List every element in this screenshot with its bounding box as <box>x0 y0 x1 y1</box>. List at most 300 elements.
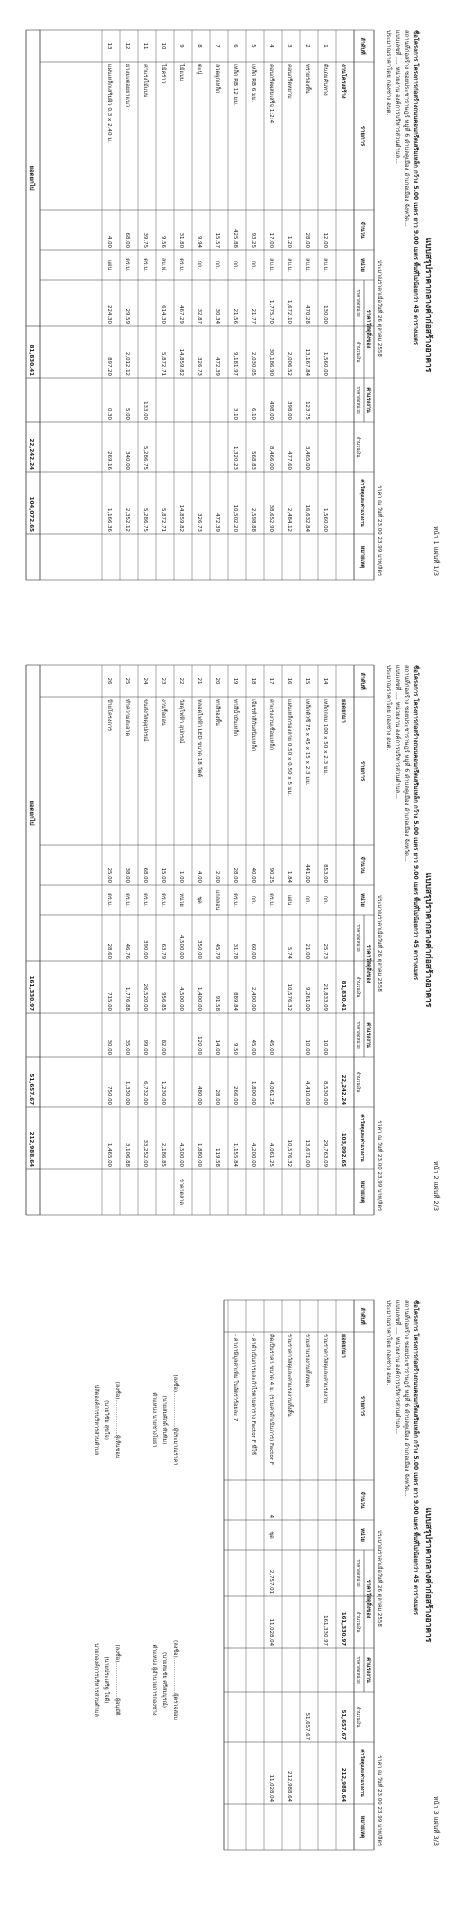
cell-item: ค่าแรงไม้แบบ <box>142 64 148 98</box>
project-header-line: ประมาณราคาโดย กองช่าง อบต. <box>385 30 392 116</box>
cell-ma: 4,500.00 <box>178 986 184 1011</box>
cell-ma: 897.20 <box>106 357 112 376</box>
cell-no: 25 <box>124 677 130 685</box>
cell-item: รวมราคาวัสดุและค่าแรงงาน <box>322 1334 328 1404</box>
cell-total: 2,484.12 <box>286 507 292 532</box>
cell-ma: 10,576.32 <box>286 983 292 1011</box>
cell-mu: 467.29 <box>178 305 184 324</box>
cell-ma: 1,776.88 <box>124 986 130 1011</box>
project-header-line: แบบเลขที่ .... หน่วยงาน องค์การบริหารส่วนตำบล... <box>394 665 401 799</box>
cell-no: 24 <box>142 677 148 685</box>
cell-no: 5 <box>250 44 256 48</box>
cell-total: 3,106.88 <box>124 1142 130 1167</box>
cell-la: 1,320.23 <box>232 445 238 470</box>
project-header-line: สถานที่ก่อสร้าง ซอยประชาราษฎร์ หมู่ที่ 6 ตำบลคูเมือง อำเภอเมือง จังหวัด... <box>403 665 410 862</box>
cell-no: 7 <box>214 44 220 48</box>
cell-mu: 28.60 <box>106 943 112 959</box>
cell-no: 1 <box>322 44 328 48</box>
cell-lu: 120.00 <box>196 1036 202 1055</box>
cell-item: - ค่าภาษีมูลค่าเพิ่ม ในอัตราร้อยละ 7 <box>232 1334 238 1422</box>
header-no: ลำดับที่ <box>359 672 365 690</box>
project-header-line: สถานที่ก่อสร้าง ซอยประชาราษฎร์ หมู่ที่ 6 ตำบลคูเมือง อำเภอเมือง จังหวัด... <box>403 1300 410 1497</box>
cell-ma: 1,400.00 <box>196 986 202 1011</box>
cell-total: 103,092.65 <box>340 1132 346 1167</box>
cell-item: เหล็ก RB 6 มม. <box>250 64 256 103</box>
cell-no: 18 <box>250 677 256 685</box>
cell-unit: ตร.ม. <box>232 893 238 907</box>
cell-item: รวมราคาวัสดุและค่าแรงงานทั้งสิ้น <box>286 1334 292 1417</box>
signature-name: (นายประเสริฐ ใจดี) <box>103 1656 109 1704</box>
cell-unit: แผ่น <box>286 894 292 906</box>
cell-la: 1,800.00 <box>250 1080 256 1105</box>
cell-total: 5,872.71 <box>160 507 166 532</box>
project-header-line: ประมาณราคาโดย กองช่าง อบต. <box>385 665 392 751</box>
cell-qty: 15.57 <box>214 232 220 248</box>
cell-la: 22,242.24 <box>340 1074 346 1105</box>
cell-total: 1,155.84 <box>232 1142 238 1167</box>
header-material: ราคาวัสดุสิ่งของ <box>365 1579 371 1619</box>
cell-total: 5,286.75 <box>142 507 148 532</box>
cell-qty: 12.00 <box>322 232 328 248</box>
cell-lu: 123.75 <box>304 401 310 420</box>
signature-line: (ลงชื่อ)....................ผู้อนุมัติ <box>114 1644 120 1716</box>
cell-la: 1,330.00 <box>124 1080 130 1105</box>
cell-mu: 21.00 <box>304 943 310 959</box>
cell-item: ค่าแรงงานเชื่อมเหล็ก <box>268 699 274 751</box>
price-note: ราคา ณ วันที่ 23.00 23.99 บาท/ลิตร <box>376 1755 382 1846</box>
cell-item: เหล็กกลม 100 x 50 x 2.3 มม. <box>322 699 328 776</box>
cell-mu: 32.87 <box>196 308 202 324</box>
cell-ma: 326.73 <box>196 357 202 376</box>
price-note: ราคา ณ วันที่ 23.00 23.99 บาท/ลิตร <box>376 485 382 576</box>
sheet-page-2 <box>0 645 450 1245</box>
cell-unit: ลบ.ม. <box>286 258 292 272</box>
signature-role: นายกองค์การบริหารส่วนตำบล <box>93 1643 99 1717</box>
cell-unit: กก. <box>214 260 220 270</box>
project-header-line: แบบเลขที่ .... หน่วยงาน องค์การบริหารส่วนตำบล... <box>394 1300 401 1434</box>
project-header-line: ประมาณราคาโดย กองช่าง อบต. <box>385 1300 392 1386</box>
cell-qty: 9.94 <box>196 235 202 248</box>
cell-total: 1,166.36 <box>106 507 112 532</box>
cell-qty: 68.00 <box>124 232 130 248</box>
cell-mu: 1,672.10 <box>286 299 292 324</box>
cell-mu: 63.79 <box>160 943 166 959</box>
cell-unit: กก. <box>304 895 310 905</box>
cell-qty: 4.00 <box>106 235 112 248</box>
cell-ma: 21,833.09 <box>322 983 328 1011</box>
cell-lu: 3.10 <box>232 407 238 420</box>
cell-lu: 0.30 <box>106 407 112 420</box>
cell-lu: 10.00 <box>304 1039 310 1055</box>
header-total: ค่าวัสดุและค่าแรงงาน <box>359 479 365 527</box>
cell-qty: 68.00 <box>142 867 148 883</box>
cell-ma: 14,859.82 <box>178 348 184 376</box>
sum-material: 81,830.41 <box>28 344 34 376</box>
page-number: หน้า 1 แผ่นที่ 1/3 <box>432 526 440 576</box>
cell-ma: 2,400.00 <box>250 986 256 1011</box>
cell-la: 8,466.00 <box>268 445 274 470</box>
cell-mu: 45.79 <box>214 943 220 959</box>
cell-lu: 9.50 <box>232 1042 238 1055</box>
cell-item: งานรื้อถอน <box>160 699 166 726</box>
signature-role: ปลัดองค์การบริหารส่วนตำบล <box>93 1384 99 1456</box>
header-lab-amt: จำนวนเงิน <box>355 1071 360 1093</box>
project-header-line: ชื่อโครงการ โครงการก่อสร้างถนนคอนกรีตเสริมเหล็ก กว้าง 5.00 เมตร ยาว 9.00 เมตร พื้นที่ไม่น้อยกว่า 45 ตารางเมตร <box>412 665 419 980</box>
cell-ma: 2,012.12 <box>124 351 130 376</box>
sum-labor: 22,242.24 <box>28 438 34 470</box>
sheet-page-1-svg <box>0 10 450 610</box>
header-item: รายการ <box>359 1395 366 1417</box>
cell-ma: 2,006.52 <box>286 351 292 376</box>
cell-item: ลวดผูกเหล็ก <box>214 64 220 94</box>
cell-item: - ค่าดำเนินการและกำไรตามตาราง Factor F ที่ใช้ <box>250 1334 256 1455</box>
cell-mu: 470.28 <box>304 305 310 324</box>
cell-qty: 9.56 <box>160 235 166 248</box>
cell-unit: ลบ.ม. <box>322 258 328 272</box>
project-header-line: ชื่อโครงการ โครงการก่อสร้างถนนคอนกรีตเสริมเหล็ก กว้าง 5.00 เมตร ยาว 9.00 เมตร พื้นที่ไม่น้อยกว่า 45 ตารางเมตร <box>412 1300 419 1615</box>
cell-mu: 21.77 <box>250 308 256 324</box>
cell-ma: 13,167.84 <box>304 348 310 376</box>
cell-la: 5,286.75 <box>142 445 148 470</box>
cell-item: ทำความสะอาด <box>124 699 130 737</box>
cell-qty: 853.00 <box>322 864 328 883</box>
cell-no: 22 <box>178 677 184 685</box>
cell-unit: ลบ.ม. <box>268 258 274 272</box>
cell-lu: 133.00 <box>142 401 148 420</box>
cell-total: 212,988.64 <box>286 1771 292 1802</box>
cell-mu: 5.74 <box>286 946 292 959</box>
header-qty: จำนวน <box>359 221 365 239</box>
cell-unit: กก. <box>250 260 256 270</box>
cell-la: 266.00 <box>232 1086 238 1105</box>
cell-la: 477.60 <box>286 451 292 470</box>
header-material: ราคาวัสดุสิ่งของ <box>365 944 371 984</box>
cell-qty: 25.00 <box>106 867 112 883</box>
cell-ma: 889.84 <box>232 992 238 1011</box>
cell-mu: 31.78 <box>232 943 238 959</box>
cell-lu: 45.00 <box>268 1039 274 1055</box>
header-labor: ค่าแรงงาน <box>365 1657 371 1683</box>
cell-lu: 45.00 <box>250 1039 256 1055</box>
cell-mu: 25.73 <box>322 943 328 959</box>
signature-line: (ลงชื่อ)....................ผู้ประมาณราคา <box>172 1374 178 1466</box>
cell-ma: 11,028.04 <box>268 1618 274 1646</box>
cell-la: 1,230.00 <box>160 1080 166 1105</box>
cell-la: 340.00 <box>124 451 130 470</box>
cell-item: ตะปู <box>196 64 202 75</box>
cell-qty: 28.00 <box>232 867 238 883</box>
cell-mu: 29.59 <box>124 308 130 324</box>
header-lab-unit: ราคาต่อหน่วย <box>355 1021 360 1049</box>
signature-name: (นายสมศักดิ์ ทับทิม) <box>161 1395 167 1445</box>
cell-item: ขนส่งวัสดุอุปกรณ์ <box>142 699 148 742</box>
estimate-date: ประมาณราคาเมื่อวันที่ 26 ตุลาคม 2558 <box>376 1530 382 1627</box>
cell-no: 6 <box>232 44 238 48</box>
signature-name: (นายวิชัย สุขใจ) <box>103 1400 109 1440</box>
header-lab-unit: ราคาต่อหน่วย <box>355 1656 360 1684</box>
cell-item: ไม้แบบ <box>178 64 184 82</box>
cell-mu: 614.30 <box>160 305 166 324</box>
cell-item: ทาสีรองพื้น <box>214 699 220 726</box>
cell-lu: 99.00 <box>142 1039 148 1055</box>
cell-lu: 30.00 <box>106 1039 112 1055</box>
cell-la: 51,657.67 <box>304 1712 310 1740</box>
cell-unit: แกลลอน <box>214 889 220 911</box>
cell-total: 13,671.00 <box>304 1139 310 1167</box>
cell-lu: 10.00 <box>322 1039 328 1055</box>
cell-la: 4,061.25 <box>268 1080 274 1105</box>
cell-ma: 161,330.97 <box>340 1611 346 1646</box>
cell-total: 1,880.00 <box>196 1142 202 1167</box>
cell-lu: 6.10 <box>250 407 256 420</box>
cell-item: คอนกรีตผสมเสร็จ 1:2:4 <box>268 64 274 124</box>
cell-la: 750.00 <box>106 1086 112 1105</box>
header-mat-unit: ราคาต่อหน่วย <box>355 924 360 952</box>
signature-line: (ลงชื่อ)....................ผู้เห็นชอบ <box>114 1381 120 1459</box>
cell-ma: 26,520.00 <box>142 983 148 1011</box>
cell-item: ป้ายโครงการ <box>106 699 112 731</box>
cell-no: 20 <box>214 677 220 685</box>
header-no: ลำดับที่ <box>359 37 365 55</box>
cell-total: 472.39 <box>214 513 220 532</box>
cell-item: งานโครงสร้าง <box>340 64 346 99</box>
cell-la: 480.00 <box>196 1086 202 1105</box>
document-title: แบบสรุปราคากลางค่าก่อสร้างอาคาร <box>423 237 433 373</box>
cell-no: 3 <box>286 44 292 48</box>
cell-item: ทรายรองพื้น <box>304 64 310 94</box>
cell-ma: 81,830.41 <box>340 980 346 1011</box>
header-item: รายการ <box>359 760 366 782</box>
cell-item: หลอดไฟฟ้า LED ขนาด 18 วัตต์ <box>196 699 202 777</box>
cell-item: แผ่นเหล็กรองลาย 0.50 x 0.50 x 5 มม. <box>286 699 292 796</box>
cell-item: เจียรทำสีกันสนิมเหล็ก <box>250 699 256 752</box>
estimate-date: ประมาณราคาเมื่อวันที่ 26 ตุลาคม 2558 <box>376 260 382 357</box>
signature-role: ตำแหน่ง ผู้อำนวยการกองช่าง <box>151 1644 157 1716</box>
cell-lu: 5.00 <box>124 407 130 420</box>
cell-lu: 82.00 <box>160 1039 166 1055</box>
header-remark: หมายเหตุ <box>359 1815 365 1839</box>
cell-qty: 17.00 <box>268 232 274 248</box>
cell-unit: ชุด <box>196 896 202 904</box>
cell-ma: 472.39 <box>214 357 220 376</box>
sum-total: 104,072.65 <box>28 496 34 532</box>
cell-total: 11,028.04 <box>268 1774 274 1802</box>
cell-ma: 1,560.00 <box>322 351 328 376</box>
signature-name: (นายสมชัย ศรีสมบูรณ์) <box>161 1652 167 1708</box>
cell-no: 19 <box>232 677 238 685</box>
cell-total: 2,598.88 <box>250 507 256 532</box>
cell-la: 8,530.00 <box>322 1080 328 1105</box>
header-lab-amt: จำนวนเงิน <box>355 1706 360 1728</box>
cell-no: 23 <box>160 677 166 685</box>
carried-forward-label: ยอดยกไป <box>28 165 35 191</box>
cell-qty: 1.20 <box>286 235 292 248</box>
cell-unit: ตร.ม. <box>268 893 274 907</box>
cell-qty: 28.00 <box>304 232 310 248</box>
cell-qty: 425.88 <box>232 229 238 248</box>
cell-unit: กก. <box>196 260 202 270</box>
cell-no: 8 <box>196 44 202 48</box>
header-unit: หน่วย <box>359 893 365 907</box>
page-number: หน้า 2 แผ่นที่ 2/3 <box>432 1161 440 1211</box>
cell-unit: ตร.ม. <box>178 258 184 272</box>
cell-unit: ชุด <box>268 1531 274 1539</box>
header-mat-amt: จำนวนเงิน <box>355 1611 360 1633</box>
cell-total: 4,061.25 <box>268 1142 274 1167</box>
cell-qty: 1.84 <box>286 870 292 883</box>
header-mat-amt: จำนวนเงิน <box>355 976 360 998</box>
header-total: ค่าวัสดุและค่าแรงงาน <box>359 1749 365 1797</box>
cell-mu: 46.76 <box>124 943 130 959</box>
cell-total: 1,465.00 <box>106 1142 112 1167</box>
cell-item: เหล็ก RB 12 มม. <box>232 64 238 106</box>
cell-lu: 498.00 <box>268 401 274 420</box>
cell-no: 2 <box>304 44 310 48</box>
cell-mu: 21.56 <box>232 308 238 324</box>
cell-unit: ตร.ม. <box>142 893 148 907</box>
cell-unit: กก. <box>232 260 238 270</box>
document-title: แบบสรุปราคากลางค่าก่อสร้างอาคาร <box>423 1507 433 1643</box>
cell-ma: 2,030.05 <box>250 351 256 376</box>
cell-mu: 130.00 <box>322 305 328 324</box>
cell-item: วัสดุไฟฟ้า อุปกรณ์ <box>178 699 184 744</box>
header-lab-unit: ราคาต่อหน่วย <box>355 386 360 414</box>
cell-no: 26 <box>106 677 112 685</box>
cell-no: 4 <box>268 44 274 48</box>
cell-item: ทาสีน้ำมันเหล็ก <box>232 699 238 737</box>
cell-total: 212,988.64 <box>340 1767 346 1802</box>
cell-unit: ลบ.ฟ. <box>160 258 166 272</box>
header-lab-amt: จำนวนเงิน <box>355 436 360 458</box>
cell-unit: ตร.ม. <box>142 258 148 272</box>
cell-lu: 35.00 <box>124 1039 130 1055</box>
header-mat-unit: ราคาต่อหน่วย <box>355 1559 360 1587</box>
cell-item: ยางมะตอยยาแนว <box>124 64 130 108</box>
cell-ma: 91.58 <box>214 995 220 1011</box>
cell-item: ยอดยกมา <box>340 699 346 723</box>
cell-qty: 40.00 <box>250 867 256 883</box>
header-labor: ค่าแรงงาน <box>365 1022 371 1048</box>
cell-la: 4,410.00 <box>304 1080 310 1105</box>
cell-ma: 9,181.97 <box>232 351 238 376</box>
cell-qty: 38.00 <box>124 867 130 883</box>
cell-unit: แผ่น <box>106 259 112 271</box>
cell-unit: ตร.ม. <box>124 258 130 272</box>
cell-la: 568.83 <box>250 451 256 470</box>
sheet-page-3-svg <box>0 1280 450 1880</box>
cell-no: 11 <box>142 42 148 50</box>
signature-line: (ลงชื่อ)....................ผู้ตรวจสอบ <box>172 1640 178 1720</box>
sheet-page-2-svg <box>0 645 450 1245</box>
cell-qty: 4 <box>268 1514 274 1518</box>
cell-qty: 15.00 <box>160 867 166 883</box>
sum-labor: 51,657.67 <box>28 1073 34 1105</box>
signature-role: ตำแหน่ง นายช่างโยธา <box>151 1392 157 1448</box>
cell-no: 21 <box>196 677 202 685</box>
estimate-date: ประมาณราคาเมื่อวันที่ 26 ตุลาคม 2558 <box>376 895 382 992</box>
cell-mu: 224.30 <box>106 305 112 324</box>
price-note: ราคา ณ วันที่ 23.00 23.99 บาท/ลิตร <box>376 1120 382 1211</box>
cell-ma: 5,872.71 <box>160 351 166 376</box>
cell-la: 6,732.00 <box>142 1080 148 1105</box>
cell-item: คิดเป็นราคา ขนาด 4 ม. (รวมค่าดำเนินการ) Factor F <box>268 1334 274 1466</box>
cell-no: 12 <box>124 42 130 50</box>
cell-mu: 2,757.01 <box>268 1569 274 1594</box>
cell-mu: 1,775.70 <box>268 299 274 324</box>
cell-mu: 350.00 <box>196 940 202 959</box>
header-qty: จำนวน <box>359 856 365 874</box>
header-total: ค่าวัสดุและค่าแรงงาน <box>359 1114 365 1162</box>
cell-mu: 30.34 <box>214 308 220 324</box>
cell-qty: 39.75 <box>142 232 148 248</box>
cell-total: 1,560.00 <box>322 507 328 532</box>
cell-qty: 441.00 <box>304 864 310 883</box>
cell-lu: 14.00 <box>214 1039 220 1055</box>
cell-unit: หน่วย <box>178 893 184 907</box>
cell-la: 269.16 <box>106 451 112 470</box>
cell-total: 33,252.00 <box>142 1139 148 1167</box>
cell-ma: 9,261.00 <box>304 986 310 1011</box>
cell-total: 10,576.32 <box>286 1139 292 1167</box>
cell-unit: ตร.ม. <box>160 893 166 907</box>
document-title: แบบสรุปราคากลางค่าก่อสร้างอาคาร <box>423 872 433 1008</box>
sum-total: 212,988.64 <box>28 1131 34 1167</box>
cell-remark: ราคาตลาด <box>178 1179 184 1205</box>
project-header-line: สถานที่ก่อสร้าง ซอยประชาราษฎร์ หมู่ที่ 6 ตำบลคูเมือง อำเภอเมือง จังหวัด... <box>403 30 410 227</box>
header-remark: หมายเหตุ <box>359 1180 365 1204</box>
header-no: ลำดับที่ <box>359 1307 365 1325</box>
cell-item: รวมค่าแรงงานทั้งหมด <box>304 1334 310 1388</box>
cell-no: 9 <box>178 44 184 48</box>
header-labor: ค่าแรงงาน <box>365 387 371 413</box>
cell-total: 14,859.82 <box>178 504 184 532</box>
header-item: รายการ <box>359 125 366 147</box>
cell-la: 3,465.00 <box>304 445 310 470</box>
page-number: หน้า 3 แผ่นที่ 3/3 <box>432 1796 440 1846</box>
header-remark: หมายเหตุ <box>359 545 365 569</box>
cell-no: 10 <box>160 42 166 50</box>
cell-no: 15 <box>304 677 310 685</box>
cell-qty: 31.80 <box>178 232 184 248</box>
cell-ma: 30,186.90 <box>268 348 274 376</box>
cell-item: ไม้คร่าว <box>160 64 166 84</box>
sheet-page-1 <box>0 10 450 610</box>
header-material: ราคาวัสดุสิ่งของ <box>365 309 371 349</box>
cell-total: 119.58 <box>214 1148 220 1167</box>
cell-total: 16,632.84 <box>304 504 310 532</box>
cell-unit: ลบ.ม. <box>304 258 310 272</box>
cell-ma: 161,330.97 <box>322 1615 328 1646</box>
cell-mu: 60.00 <box>250 943 256 959</box>
cell-la: 51,657.67 <box>340 1709 346 1740</box>
header-unit: หน่วย <box>359 258 365 272</box>
cell-total: 326.73 <box>196 513 202 532</box>
cell-total: 4,200.00 <box>250 1142 256 1167</box>
cell-total: 10,502.20 <box>232 504 238 532</box>
cell-item: ดินถมคันทาง <box>322 64 328 96</box>
cell-mu: 4,500.00 <box>178 934 184 959</box>
cell-no: 13 <box>106 42 112 50</box>
cell-qty: 4.00 <box>196 870 202 883</box>
cell-total: 38,652.90 <box>268 504 274 532</box>
header-unit: หน่วย <box>359 1528 365 1542</box>
sum-material: 161,330.97 <box>28 975 34 1011</box>
cell-unit: กก. <box>322 895 328 905</box>
cell-la: 28.00 <box>214 1089 220 1105</box>
header-mat-amt: จำนวนเงิน <box>355 341 360 363</box>
cell-qty: 93.25 <box>250 232 256 248</box>
cell-qty: 2.00 <box>214 870 220 883</box>
